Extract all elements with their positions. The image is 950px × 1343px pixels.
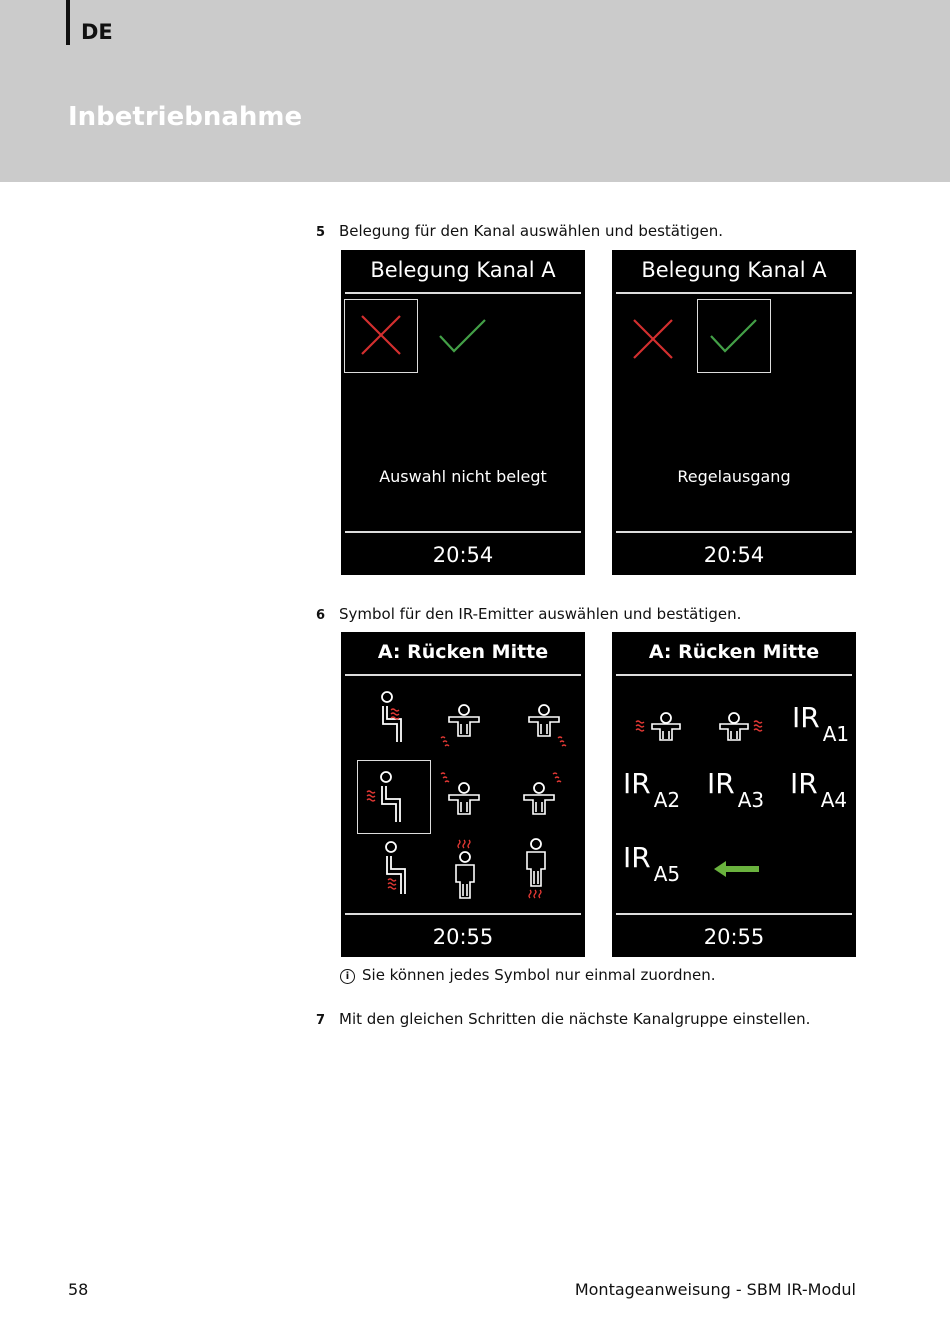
page-number: 58 bbox=[68, 1280, 89, 1299]
lying-person-heat-left-icon[interactable] bbox=[439, 704, 489, 748]
seated-person-back-heat-icon[interactable] bbox=[375, 690, 409, 746]
screen-title: Belegung Kanal A bbox=[641, 258, 827, 282]
screen-clock: 20:54 bbox=[432, 543, 494, 567]
back-arrow-icon[interactable] bbox=[712, 859, 762, 879]
divider bbox=[616, 531, 852, 533]
step-text: Symbol für den IR-Emitter auswählen und bestätigen. bbox=[339, 605, 742, 623]
document-title: Montageanweisung - SBM IR-Modul bbox=[574, 1280, 856, 1299]
ir-emitter-a4[interactable] bbox=[790, 767, 848, 812]
screen-message: Auswahl nicht belegt bbox=[379, 467, 547, 486]
ir-label: IR bbox=[707, 767, 735, 800]
ir-sublabel: A2 bbox=[653, 788, 681, 812]
language-marker-bar bbox=[66, 0, 70, 45]
divider bbox=[616, 292, 852, 294]
lying-person-heat-right-icon[interactable] bbox=[716, 712, 768, 742]
step-number: 5 bbox=[316, 225, 326, 240]
step-6 bbox=[316, 605, 741, 623]
lying-person-heat-top-right-icon[interactable] bbox=[517, 770, 567, 816]
ir-label: IR bbox=[623, 841, 651, 874]
divider bbox=[616, 674, 852, 676]
x-icon[interactable] bbox=[360, 314, 404, 358]
ir-sublabel: A1 bbox=[822, 722, 850, 746]
lying-person-heat-right-icon[interactable] bbox=[522, 704, 572, 748]
display-screen-channel-empty bbox=[341, 250, 585, 575]
screen-title: A: Rücken Mitte bbox=[648, 641, 820, 663]
divider bbox=[345, 292, 581, 294]
info-icon: i bbox=[340, 969, 355, 984]
screen-message: Regelausgang bbox=[677, 467, 791, 486]
note-text: Sie können jedes Symbol nur einmal zuordnen. bbox=[362, 966, 716, 984]
screen-clock: 20:54 bbox=[703, 543, 765, 567]
ir-emitter-a2[interactable] bbox=[623, 767, 681, 812]
seated-person-leg-heat-icon[interactable] bbox=[379, 840, 415, 898]
language-label: DE bbox=[81, 20, 113, 44]
screen-title: Belegung Kanal A bbox=[370, 258, 556, 282]
ir-emitter-a1[interactable] bbox=[792, 701, 850, 746]
lying-person-heat-left-icon[interactable] bbox=[634, 712, 686, 742]
ir-emitter-a5[interactable] bbox=[623, 841, 681, 886]
step-number: 7 bbox=[316, 1013, 326, 1028]
x-icon[interactable] bbox=[632, 318, 676, 362]
ir-label: IR bbox=[792, 701, 820, 734]
divider bbox=[345, 674, 581, 676]
divider bbox=[345, 913, 581, 915]
ir-sublabel: A3 bbox=[737, 788, 765, 812]
display-screen-symbol-grid bbox=[341, 632, 585, 957]
screen-clock: 20:55 bbox=[432, 925, 494, 949]
divider bbox=[616, 913, 852, 915]
step-7 bbox=[316, 1010, 810, 1028]
standing-person-head-heat-icon[interactable] bbox=[451, 838, 481, 900]
section-title: Inbetriebnahme bbox=[68, 102, 303, 132]
screen-title: A: Rücken Mitte bbox=[377, 641, 549, 663]
screen-clock: 20:55 bbox=[703, 925, 765, 949]
seated-person-side-heat-icon[interactable] bbox=[365, 770, 405, 826]
lying-person-heat-top-left-icon[interactable] bbox=[439, 770, 489, 816]
step-text: Belegung für den Kanal auswählen und bestätigen. bbox=[339, 222, 724, 240]
step-text: Mit den gleichen Schritten die nächste Kanalgruppe einstellen. bbox=[339, 1010, 811, 1028]
check-icon[interactable] bbox=[438, 318, 488, 354]
display-screen-ir-emitter-list bbox=[612, 632, 856, 957]
check-icon[interactable] bbox=[709, 318, 759, 354]
info-note bbox=[340, 966, 716, 984]
ir-emitter-a3[interactable] bbox=[707, 767, 765, 812]
step-number: 6 bbox=[316, 608, 326, 623]
standing-person-feet-heat-icon[interactable] bbox=[522, 836, 552, 900]
ir-sublabel: A4 bbox=[820, 788, 848, 812]
divider bbox=[345, 531, 581, 533]
step-5 bbox=[316, 222, 723, 240]
ir-label: IR bbox=[623, 767, 651, 800]
header-band bbox=[0, 0, 950, 182]
ir-label: IR bbox=[790, 767, 818, 800]
display-screen-channel-control-output bbox=[612, 250, 856, 575]
ir-sublabel: A5 bbox=[653, 862, 681, 886]
